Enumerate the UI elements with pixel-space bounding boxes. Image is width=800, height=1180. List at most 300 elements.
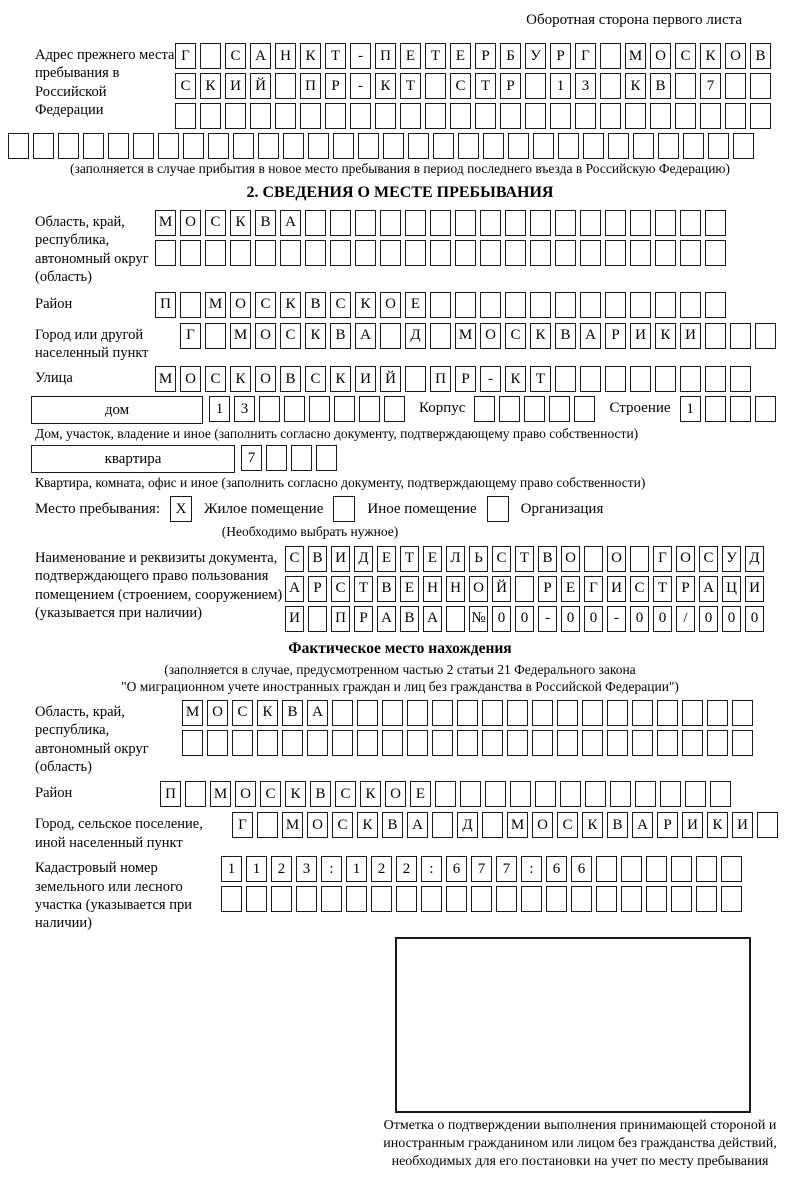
char-cell[interactable] [433,133,454,159]
char-cell[interactable] [607,730,628,756]
char-cell[interactable]: Р [657,812,678,838]
char-cell[interactable] [680,240,701,266]
char-cell[interactable] [675,73,696,99]
char-cell[interactable]: И [680,323,701,349]
char-cell[interactable] [384,396,405,422]
char-cell[interactable] [257,812,278,838]
char-cell[interactable] [515,576,534,602]
char-cell[interactable]: М [230,323,251,349]
char-cell[interactable]: М [282,812,303,838]
char-cell[interactable]: 1 [209,396,230,422]
char-cell[interactable] [334,396,355,422]
char-cell[interactable] [305,210,326,236]
char-cell[interactable] [605,240,626,266]
char-cell[interactable]: С [232,700,253,726]
char-cell[interactable]: Р [676,576,695,602]
char-cell[interactable] [682,730,703,756]
char-cell[interactable] [316,445,337,471]
char-cell[interactable]: О [307,812,328,838]
char-cell[interactable] [200,103,221,129]
char-cell[interactable] [558,133,579,159]
char-cell[interactable] [700,103,721,129]
char-cell[interactable] [705,210,726,236]
char-cell[interactable] [696,856,717,882]
char-cell[interactable] [435,781,456,807]
char-cell[interactable] [333,133,354,159]
apartment-type-box[interactable]: квартира [31,445,235,473]
char-cell[interactable] [733,133,754,159]
char-cell[interactable]: Ь [469,546,488,572]
char-cell[interactable]: К [257,700,278,726]
char-cell[interactable]: В [310,781,331,807]
char-cell[interactable] [530,292,551,318]
char-cell[interactable]: И [682,812,703,838]
char-cell[interactable]: И [331,546,350,572]
char-cell[interactable]: Й [492,576,511,602]
char-cell[interactable] [207,730,228,756]
char-cell[interactable] [630,240,651,266]
char-cell[interactable] [525,103,546,129]
char-cell[interactable] [183,133,204,159]
char-cell[interactable]: Р [475,43,496,69]
char-cell[interactable] [505,292,526,318]
char-cell[interactable]: 3 [296,856,317,882]
char-cell[interactable] [425,103,446,129]
char-cell[interactable] [730,323,751,349]
char-cell[interactable] [655,240,676,266]
char-cell[interactable] [633,133,654,159]
char-cell[interactable] [707,730,728,756]
char-cell[interactable] [430,240,451,266]
char-cell[interactable]: О [676,546,695,572]
char-cell[interactable] [471,886,492,912]
char-cell[interactable]: 7 [241,445,262,471]
char-cell[interactable] [450,103,471,129]
char-cell[interactable]: Р [308,576,327,602]
char-cell[interactable]: К [625,73,646,99]
char-cell[interactable]: Т [400,73,421,99]
char-cell[interactable]: Т [530,366,551,392]
char-cell[interactable] [382,700,403,726]
char-cell[interactable] [258,133,279,159]
char-cell[interactable]: 0 [745,606,764,632]
char-cell[interactable] [732,730,753,756]
char-cell[interactable] [605,292,626,318]
char-cell[interactable] [282,730,303,756]
char-cell[interactable]: В [650,73,671,99]
char-cell[interactable] [750,103,771,129]
char-cell[interactable] [421,886,442,912]
char-cell[interactable] [180,292,201,318]
char-cell[interactable]: С [205,210,226,236]
char-cell[interactable]: М [205,292,226,318]
char-cell[interactable] [608,133,629,159]
char-cell[interactable] [305,240,326,266]
char-cell[interactable]: 3 [575,73,596,99]
char-cell[interactable] [655,210,676,236]
char-cell[interactable] [425,73,446,99]
char-cell[interactable]: А [250,43,271,69]
char-cell[interactable]: Г [653,546,672,572]
char-cell[interactable]: С [330,292,351,318]
char-cell[interactable]: А [699,576,718,602]
char-cell[interactable] [632,700,653,726]
char-cell[interactable] [357,700,378,726]
char-cell[interactable] [482,700,503,726]
char-cell[interactable] [446,886,467,912]
char-cell[interactable]: Р [325,73,346,99]
char-cell[interactable]: С [450,73,471,99]
char-cell[interactable]: И [630,323,651,349]
char-cell[interactable]: К [300,43,321,69]
char-cell[interactable] [710,781,731,807]
char-cell[interactable] [405,210,426,236]
char-cell[interactable]: П [300,73,321,99]
char-cell[interactable] [430,210,451,236]
char-cell[interactable] [332,700,353,726]
char-cell[interactable]: О [230,292,251,318]
char-cell[interactable] [530,210,551,236]
char-cell[interactable]: О [180,366,201,392]
char-cell[interactable]: 7 [471,856,492,882]
char-cell[interactable]: Й [250,73,271,99]
char-cell[interactable] [555,366,576,392]
char-cell[interactable]: Т [425,43,446,69]
char-cell[interactable]: В [255,210,276,236]
char-cell[interactable] [246,886,267,912]
char-cell[interactable] [175,103,196,129]
char-cell[interactable]: : [521,856,542,882]
char-cell[interactable] [499,396,520,422]
char-cell[interactable] [230,240,251,266]
char-cell[interactable]: К [200,73,221,99]
char-cell[interactable] [408,133,429,159]
char-cell[interactable] [683,133,704,159]
char-cell[interactable]: С [175,73,196,99]
char-cell[interactable] [308,133,329,159]
char-cell[interactable]: К [305,323,326,349]
char-cell[interactable]: Е [423,546,442,572]
char-cell[interactable]: 0 [699,606,718,632]
char-cell[interactable]: С [505,323,526,349]
char-cell[interactable]: К [655,323,676,349]
char-cell[interactable] [332,730,353,756]
char-cell[interactable]: И [607,576,626,602]
char-cell[interactable]: В [607,812,628,838]
char-cell[interactable]: В [382,812,403,838]
char-cell[interactable]: Р [550,43,571,69]
char-cell[interactable] [432,812,453,838]
char-cell[interactable]: : [421,856,442,882]
char-cell[interactable] [555,210,576,236]
char-cell[interactable]: Г [584,576,603,602]
char-cell[interactable] [757,812,778,838]
char-cell[interactable]: В [377,576,396,602]
char-cell[interactable] [383,133,404,159]
char-cell[interactable]: П [155,292,176,318]
char-cell[interactable] [607,700,628,726]
char-cell[interactable]: 0 [653,606,672,632]
char-cell[interactable]: Ц [722,576,741,602]
char-cell[interactable] [83,133,104,159]
char-cell[interactable]: Т [475,73,496,99]
char-cell[interactable]: Б [500,43,521,69]
char-cell[interactable]: В [538,546,557,572]
char-cell[interactable]: 1 [680,396,701,422]
char-cell[interactable] [430,323,451,349]
char-cell[interactable] [155,240,176,266]
char-cell[interactable]: В [750,43,771,69]
char-cell[interactable] [650,103,671,129]
char-cell[interactable] [680,292,701,318]
char-cell[interactable] [682,700,703,726]
char-cell[interactable]: П [160,781,181,807]
char-cell[interactable] [657,730,678,756]
char-cell[interactable] [680,366,701,392]
char-cell[interactable] [655,366,676,392]
char-cell[interactable] [600,43,621,69]
char-cell[interactable] [630,292,651,318]
char-cell[interactable] [271,886,292,912]
char-cell[interactable] [180,240,201,266]
char-cell[interactable]: Е [450,43,471,69]
char-cell[interactable]: О [469,576,488,602]
char-cell[interactable] [475,103,496,129]
char-cell[interactable]: С [675,43,696,69]
char-cell[interactable]: Т [325,43,346,69]
char-cell[interactable]: Т [653,576,672,602]
char-cell[interactable]: Г [575,43,596,69]
char-cell[interactable]: К [330,366,351,392]
char-cell[interactable]: О [380,292,401,318]
char-cell[interactable]: 1 [550,73,571,99]
char-cell[interactable] [707,700,728,726]
char-cell[interactable] [596,886,617,912]
char-cell[interactable] [208,133,229,159]
char-cell[interactable] [675,103,696,129]
char-cell[interactable] [646,886,667,912]
char-cell[interactable] [457,700,478,726]
stay-checkbox-residential[interactable]: X [170,496,192,522]
char-cell[interactable]: Р [354,606,373,632]
char-cell[interactable]: М [182,700,203,726]
char-cell[interactable] [380,210,401,236]
char-cell[interactable]: 1 [221,856,242,882]
char-cell[interactable] [730,396,751,422]
char-cell[interactable]: Е [400,43,421,69]
char-cell[interactable] [596,856,617,882]
char-cell[interactable]: В [280,366,301,392]
char-cell[interactable]: С [225,43,246,69]
char-cell[interactable] [185,781,206,807]
char-cell[interactable]: П [430,366,451,392]
char-cell[interactable] [755,323,776,349]
char-cell[interactable] [266,445,287,471]
char-cell[interactable] [510,781,531,807]
char-cell[interactable]: Р [500,73,521,99]
char-cell[interactable]: 7 [700,73,721,99]
char-cell[interactable]: К [230,366,251,392]
char-cell[interactable] [680,210,701,236]
char-cell[interactable]: А [307,700,328,726]
char-cell[interactable]: Т [515,546,534,572]
char-cell[interactable]: Т [400,546,419,572]
stay-checkbox-other[interactable] [333,496,355,522]
char-cell[interactable] [546,886,567,912]
char-cell[interactable] [432,700,453,726]
char-cell[interactable] [375,103,396,129]
char-cell[interactable] [505,210,526,236]
char-cell[interactable]: В [308,546,327,572]
char-cell[interactable] [600,103,621,129]
char-cell[interactable] [205,240,226,266]
char-cell[interactable] [750,73,771,99]
char-cell[interactable] [291,445,312,471]
char-cell[interactable]: И [355,366,376,392]
char-cell[interactable]: К [530,323,551,349]
char-cell[interactable] [725,73,746,99]
char-cell[interactable]: О [180,210,201,236]
char-cell[interactable] [255,240,276,266]
house-type-box[interactable]: дом [31,396,203,424]
char-cell[interactable] [705,396,726,422]
char-cell[interactable]: И [745,576,764,602]
char-cell[interactable] [457,730,478,756]
char-cell[interactable] [221,886,242,912]
char-cell[interactable]: К [505,366,526,392]
char-cell[interactable] [275,103,296,129]
char-cell[interactable] [296,886,317,912]
char-cell[interactable]: М [155,210,176,236]
char-cell[interactable] [655,292,676,318]
char-cell[interactable]: Е [405,292,426,318]
char-cell[interactable] [380,323,401,349]
char-cell[interactable] [725,103,746,129]
char-cell[interactable] [630,366,651,392]
char-cell[interactable] [308,606,327,632]
char-cell[interactable] [446,606,465,632]
char-cell[interactable] [721,856,742,882]
char-cell[interactable]: В [282,700,303,726]
char-cell[interactable]: В [400,606,419,632]
char-cell[interactable]: А [407,812,428,838]
char-cell[interactable] [455,240,476,266]
char-cell[interactable]: С [557,812,578,838]
char-cell[interactable] [721,886,742,912]
char-cell[interactable]: Д [405,323,426,349]
char-cell[interactable]: Т [354,576,373,602]
char-cell[interactable] [205,323,226,349]
char-cell[interactable] [382,730,403,756]
char-cell[interactable]: О [725,43,746,69]
char-cell[interactable] [582,730,603,756]
char-cell[interactable] [483,133,504,159]
char-cell[interactable]: Е [377,546,396,572]
char-cell[interactable] [571,886,592,912]
char-cell[interactable] [307,730,328,756]
char-cell[interactable] [685,781,706,807]
char-cell[interactable]: И [285,606,304,632]
char-cell[interactable] [708,133,729,159]
char-cell[interactable] [632,730,653,756]
char-cell[interactable] [583,133,604,159]
char-cell[interactable] [549,396,570,422]
char-cell[interactable] [108,133,129,159]
char-cell[interactable] [630,546,649,572]
char-cell[interactable]: С [492,546,511,572]
char-cell[interactable] [400,103,421,129]
char-cell[interactable] [580,292,601,318]
char-cell[interactable] [575,103,596,129]
char-cell[interactable] [371,886,392,912]
char-cell[interactable]: С [332,812,353,838]
char-cell[interactable] [284,396,305,422]
char-cell[interactable] [530,240,551,266]
char-cell[interactable]: Р [605,323,626,349]
char-cell[interactable]: А [423,606,442,632]
char-cell[interactable] [396,886,417,912]
char-cell[interactable] [508,133,529,159]
char-cell[interactable]: К [285,781,306,807]
char-cell[interactable] [585,781,606,807]
char-cell[interactable]: Е [400,576,419,602]
char-cell[interactable] [182,730,203,756]
char-cell[interactable] [350,103,371,129]
char-cell[interactable] [524,396,545,422]
char-cell[interactable] [533,133,554,159]
char-cell[interactable] [646,856,667,882]
char-cell[interactable] [521,886,542,912]
char-cell[interactable]: О [385,781,406,807]
char-cell[interactable]: А [580,323,601,349]
char-cell[interactable] [560,781,581,807]
char-cell[interactable]: К [375,73,396,99]
char-cell[interactable] [550,103,571,129]
char-cell[interactable]: П [375,43,396,69]
char-cell[interactable] [480,240,501,266]
char-cell[interactable]: К [230,210,251,236]
char-cell[interactable]: Н [275,43,296,69]
char-cell[interactable]: С [305,366,326,392]
char-cell[interactable] [250,103,271,129]
char-cell[interactable]: 0 [492,606,511,632]
char-cell[interactable]: П [331,606,350,632]
char-cell[interactable]: С [205,366,226,392]
char-cell[interactable] [621,856,642,882]
char-cell[interactable] [321,886,342,912]
char-cell[interactable] [600,73,621,99]
char-cell[interactable]: М [625,43,646,69]
char-cell[interactable] [555,240,576,266]
char-cell[interactable]: К [357,812,378,838]
char-cell[interactable]: - [607,606,626,632]
char-cell[interactable]: - [538,606,557,632]
char-cell[interactable]: С [260,781,281,807]
char-cell[interactable] [357,730,378,756]
char-cell[interactable] [358,133,379,159]
char-cell[interactable] [257,730,278,756]
char-cell[interactable]: А [377,606,396,632]
char-cell[interactable]: О [255,366,276,392]
char-cell[interactable] [280,240,301,266]
char-cell[interactable]: Н [446,576,465,602]
char-cell[interactable] [455,292,476,318]
char-cell[interactable]: С [699,546,718,572]
char-cell[interactable] [580,366,601,392]
char-cell[interactable]: Д [745,546,764,572]
char-cell[interactable] [309,396,330,422]
char-cell[interactable] [755,396,776,422]
